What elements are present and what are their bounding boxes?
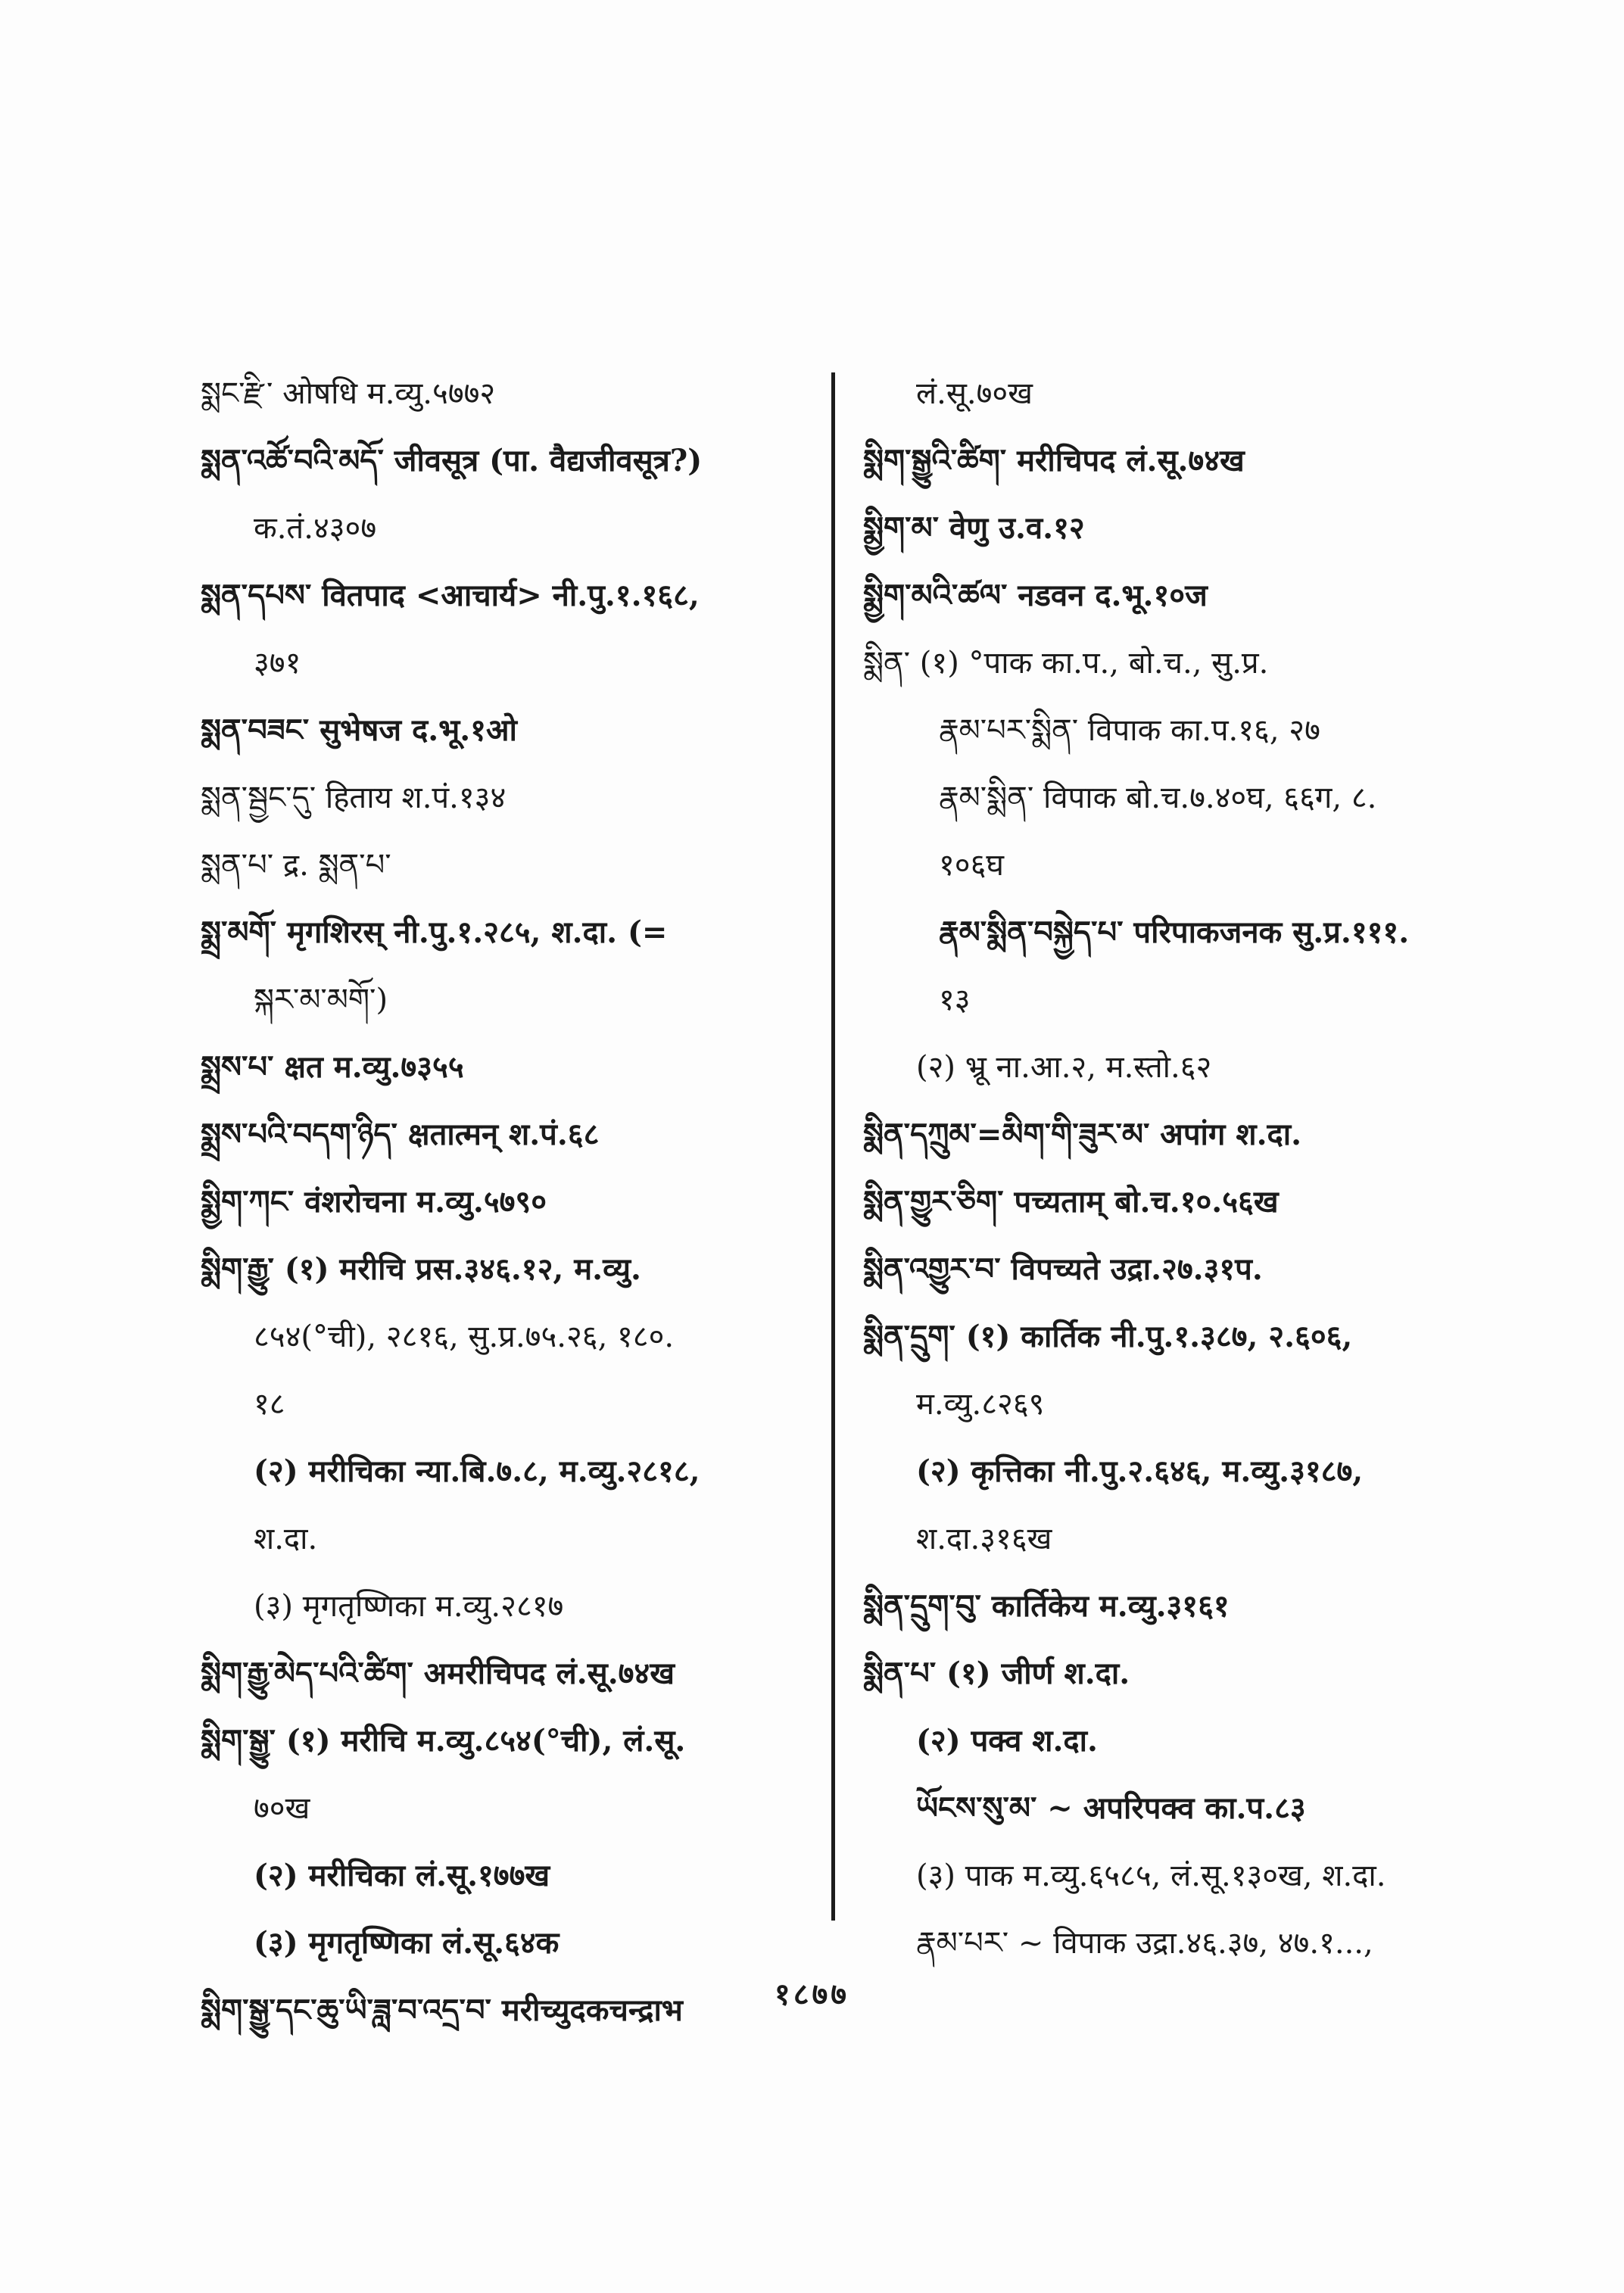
page-number: १८७७	[774, 1977, 850, 2012]
entry-continuation: ७०ख	[254, 1791, 310, 1826]
dictionary-entry: སྨིག་སྒྱུ་དང་ཆུ་ཡི་ཟླ་བ་འདྲ་བ་ मरीच्युदकचन्द्राभ	[201, 1992, 683, 2028]
entry-continuation: (२) मरीचिका लं.सू.१७७ख	[254, 1858, 550, 1893]
entry-continuation: म.व्यु.८२६९	[916, 1387, 1045, 1422]
entry-continuation: (३) पाक म.व्यु.६५८५, लं.सू.१३०ख, श.दा.	[916, 1858, 1386, 1893]
entry-continuation: १८	[254, 1387, 285, 1422]
dictionary-entry: སྨྱིག་མ་ वेणु उ.व.१२	[863, 510, 1085, 546]
dictionary-entry: སྨན་སྦྱང་དུ་ हिताय श.पं.१३४	[201, 780, 507, 815]
entry-continuation: (२) भ्रू ना.आ.२, म.स्तो.६२	[916, 1050, 1212, 1085]
entry-continuation: རྣམ་པར་སྨིན་ विपाक का.प.१६, २७	[939, 713, 1320, 748]
entry-continuation: ८५४(°ची), २८१६, सु.प्र.७५.२६, १८०.	[254, 1319, 675, 1354]
entry-continuation: སྐར་མ་མགོ་)	[254, 983, 388, 1017]
dictionary-entry: སྨིག་སྒྱུའི་ཚིག་ मरीचिपद लं.सू.७४ख	[863, 443, 1245, 478]
entry-continuation: श.दा.३१६ख	[916, 1522, 1052, 1556]
dictionary-entry: སྨིན་འགྱུར་བ་ विपच्यते उद्रा.२७.३१प.	[863, 1251, 1263, 1287]
dictionary-entry: སྨིག་རྒྱུ་མེད་པའི་ཚིག་ अमरीचिपद लं.सू.७४ख	[201, 1656, 675, 1691]
dictionary-entry: སྨྱིག་ཀང་ वंशरोचना म.व्यु.५७९०	[201, 1184, 547, 1220]
dictionary-entry: སྨན་པ་ द्र. སྨན་པ་	[201, 848, 391, 883]
dictionary-entry: སྨྱིག་མའི་ཚལ་ नडवन द.भू.१०ज	[863, 578, 1208, 613]
dictionary-entry: སྨིག་རྒྱུ་ (१) मरीचि प्रस.३४६.१२, म.व्यु.	[201, 1251, 641, 1287]
entry-continuation: १०६घ	[939, 848, 1005, 883]
entry-continuation: ཡོངས་སུ་མ་ ~ अपरिपक्व का.प.८३	[916, 1790, 1306, 1826]
entry-continuation: क.तं.४३०७	[254, 511, 377, 546]
entry-continuation: (२) पक्व श.दा.	[916, 1723, 1098, 1759]
dictionary-entry: སྨྲས་པ་ क्षत म.व्यु.७३५५	[201, 1049, 464, 1085]
dictionary-entry: སྨིན་དཀྲུམ་=མིག་གི་ཟུར་མ་ अपांग श.दा.	[863, 1117, 1302, 1152]
dictionary-entry: སྨན་དཔས་ वितपाद <आचार्य> नी.पु.१.१६८,	[201, 578, 700, 613]
dictionary-entry: སྨིན་དྲུག་བུ་ कार्तिकेय म.व्यु.३१६१	[863, 1588, 1230, 1624]
entry-continuation: (३) मृगतृष्णिका म.व्यु.२८१७	[254, 1589, 564, 1624]
dictionary-entry: སྨྲ་མགོ་ मृगशिरस् नी.पु.१.२८५, श.दा. (=	[201, 914, 668, 950]
dictionary-entry: སྨྲས་པའི་བདག་ཉིད་ क्षतात्मन् श.पं.६८	[201, 1117, 600, 1152]
entry-continuation: श.दा.	[254, 1522, 318, 1556]
entry-continuation: རྣམ་པར་ ~ विपाक उद्रा.४६.३७, ४७.१...,	[916, 1926, 1373, 1961]
entry-continuation: १३	[939, 983, 971, 1017]
entry-continuation: लं.सू.७०ख	[916, 376, 1033, 411]
dictionary-entry: སྨིན་དྲུག་ (१) कार्तिक नी.पु.१.३८७, २.६०६,	[863, 1319, 1353, 1354]
entry-continuation: ३७१	[254, 646, 301, 681]
dictionary-entry: སྨང་རྫི་ ओषधि म.व्यु.५७७२	[201, 376, 496, 411]
entry-continuation: (२) कृत्तिका नी.पु.२.६४६, म.व्यु.३१८७,	[916, 1453, 1364, 1489]
entry-continuation: རྣམ་སྨིན་བསྐྱེད་པ་ परिपाकजनक सु.प्र.१११.	[939, 914, 1410, 950]
entry-continuation: རྣམ་སྨིན་ विपाक बो.च.७.४०घ, ६६ग, ८.	[939, 780, 1377, 815]
dictionary-entry: སྨིན་པ་ (१) जीर्ण श.दा.	[863, 1656, 1130, 1691]
entry-continuation: (३) मृगतृष्णिका लं.सू.६४क	[254, 1925, 560, 1961]
dictionary-entry: སྨན་བཟང་ सुभेषज द.भू.१ओ	[201, 712, 517, 748]
dictionary-entry: སྨིག་སྒྱུ་ (१) मरीचि म.व्यु.८५४(°ची), लं.सू.	[201, 1723, 686, 1759]
dictionary-entry: སྨིན་ (१) °पाक का.प., बो.च., सु.प्र.	[863, 646, 1269, 681]
dictionary-entry: སྨན་འཚོ་བའི་མདོ་ जीवसूत्र (पा. वैद्यजीवसूत्र?)	[201, 443, 703, 478]
column-divider	[831, 372, 835, 1921]
entry-continuation: (२) मरीचिका न्या.बि.७.८, म.व्यु.२८१८,	[254, 1453, 700, 1489]
dictionary-entry: སྨིན་གྱུར་ཅིག་ पच्यताम् बो.च.१०.५६ख	[863, 1184, 1279, 1220]
